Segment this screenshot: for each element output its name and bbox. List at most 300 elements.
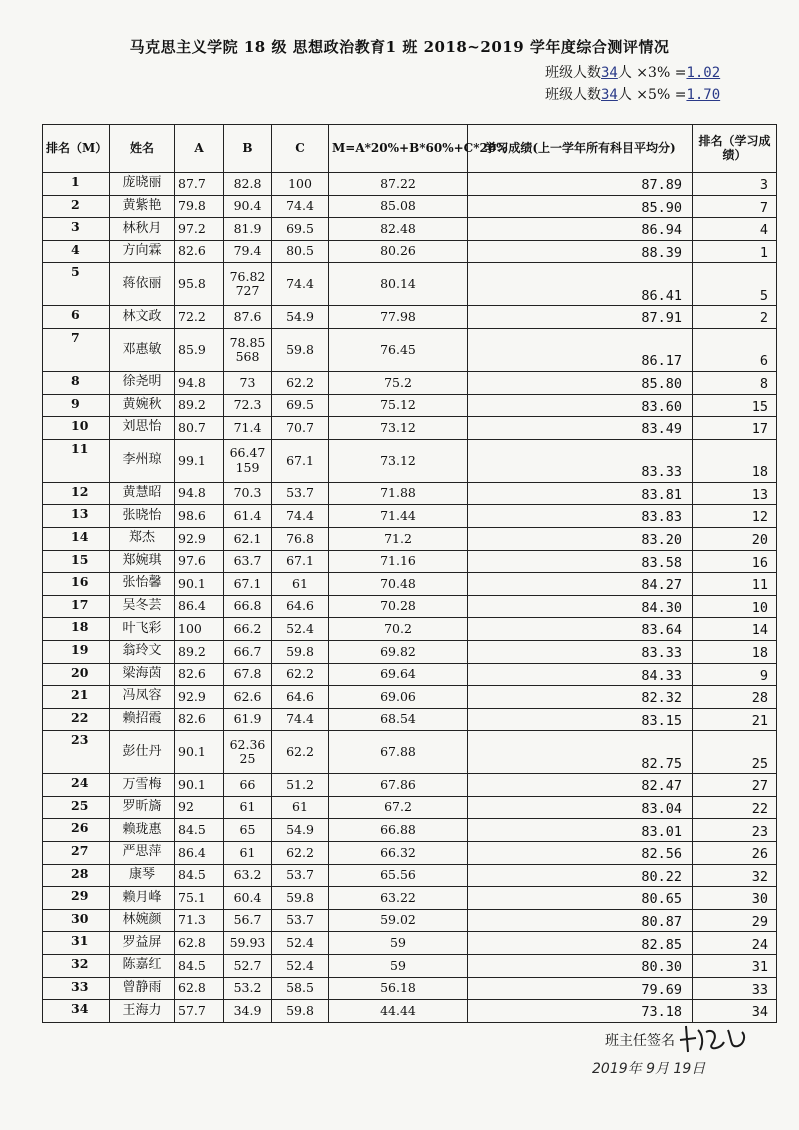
score-a-cell: 84.5 [175, 955, 224, 978]
score-a-cell: 89.2 [175, 394, 224, 417]
score-a-cell: 86.4 [175, 842, 224, 865]
score-c-cell: 62.2 [272, 371, 329, 394]
grade-rank-cell: 16 [693, 550, 777, 573]
score-b-cell: 76.82 727 [224, 263, 272, 306]
grade-rank-cell: 18 [693, 439, 777, 482]
handwritten-signature [672, 1020, 752, 1056]
score-b-cell: 72.3 [224, 394, 272, 417]
score-m-cell: 80.14 [329, 263, 468, 306]
rank-cell: 14 [43, 527, 110, 550]
grade-cell: 83.33 [468, 439, 693, 482]
name-cell: 罗益屏 [110, 932, 175, 955]
score-a-cell: 99.1 [175, 439, 224, 482]
score-b-cell: 63.7 [224, 550, 272, 573]
count-prefix: 班级人数 [545, 87, 601, 103]
rank-cell: 3 [43, 218, 110, 241]
name-cell: 罗昕旖 [110, 796, 175, 819]
score-b-cell: 66.8 [224, 595, 272, 618]
name-cell: 黄慧昭 [110, 482, 175, 505]
score-c-cell: 74.4 [272, 195, 329, 218]
grade-cell: 83.49 [468, 417, 693, 440]
score-m-cell: 44.44 [329, 1000, 468, 1023]
score-c-cell: 53.7 [272, 909, 329, 932]
score-c-cell: 70.7 [272, 417, 329, 440]
score-b-cell: 90.4 [224, 195, 272, 218]
grade-cell: 83.81 [468, 482, 693, 505]
score-b-cell: 79.4 [224, 240, 272, 263]
table-row [43, 371, 777, 394]
count-prefix: 班级人数 [545, 65, 601, 81]
score-a-cell: 87.7 [175, 173, 224, 196]
name-cell: 翁玲文 [110, 640, 175, 663]
score-a-cell: 57.7 [175, 1000, 224, 1023]
table-row [43, 394, 777, 417]
name-cell: 梁海茵 [110, 663, 175, 686]
score-m-cell: 71.88 [329, 482, 468, 505]
rank-cell: 4 [43, 240, 110, 263]
score-c-cell: 62.2 [272, 731, 329, 774]
score-a-cell: 86.4 [175, 595, 224, 618]
score-m-cell: 73.12 [329, 417, 468, 440]
table-row [43, 887, 777, 910]
score-b-cell: 62.6 [224, 686, 272, 709]
score-m-cell: 66.88 [329, 819, 468, 842]
score-c-cell: 52.4 [272, 955, 329, 978]
score-c-cell: 53.7 [272, 864, 329, 887]
rank-cell: 8 [43, 371, 110, 394]
rank-cell: 19 [43, 640, 110, 663]
score-a-cell: 79.8 [175, 195, 224, 218]
table-row [43, 173, 777, 196]
score-b-cell: 78.85 568 [224, 328, 272, 371]
table-header-row [43, 125, 777, 173]
header-a: A [175, 125, 224, 173]
rank-cell: 25 [43, 796, 110, 819]
grade-rank-cell: 9 [693, 663, 777, 686]
table-row [43, 595, 777, 618]
table-row [43, 909, 777, 932]
score-a-cell: 100 [175, 618, 224, 641]
table-row [43, 864, 777, 887]
score-c-cell: 74.4 [272, 505, 329, 528]
rank-cell: 32 [43, 955, 110, 978]
name-cell: 林文政 [110, 306, 175, 329]
score-m-cell: 59.02 [329, 909, 468, 932]
table-row [43, 328, 777, 371]
table-row [43, 573, 777, 596]
grade-rank-cell: 2 [693, 306, 777, 329]
grade-cell: 83.58 [468, 550, 693, 573]
table-row [43, 796, 777, 819]
grade-cell: 82.47 [468, 774, 693, 797]
score-c-cell: 62.2 [272, 842, 329, 865]
score-a-cell: 82.6 [175, 240, 224, 263]
name-cell: 李州琼 [110, 439, 175, 482]
name-cell: 赖珑惠 [110, 819, 175, 842]
rank-cell: 27 [43, 842, 110, 865]
rank-cell: 22 [43, 708, 110, 731]
name-cell: 彭仕丹 [110, 731, 175, 774]
score-a-cell: 72.2 [175, 306, 224, 329]
grade-cell: 83.60 [468, 394, 693, 417]
table-body [43, 173, 777, 1023]
name-cell: 万雪梅 [110, 774, 175, 797]
count-result: 1.70 [686, 87, 721, 103]
score-c-cell: 62.2 [272, 663, 329, 686]
score-m-cell: 67.2 [329, 796, 468, 819]
table-row [43, 663, 777, 686]
score-a-cell: 75.1 [175, 887, 224, 910]
grade-rank-cell: 8 [693, 371, 777, 394]
grade-cell: 73.18 [468, 1000, 693, 1023]
grade-cell: 83.15 [468, 708, 693, 731]
score-c-cell: 80.5 [272, 240, 329, 263]
grade-cell: 80.30 [468, 955, 693, 978]
score-c-cell: 100 [272, 173, 329, 196]
score-a-cell: 71.3 [175, 909, 224, 932]
rank-cell: 16 [43, 573, 110, 596]
score-c-cell: 61 [272, 573, 329, 596]
grade-cell: 79.69 [468, 977, 693, 1000]
rank-cell: 24 [43, 774, 110, 797]
score-a-cell: 82.6 [175, 708, 224, 731]
table-row [43, 618, 777, 641]
score-c-cell: 74.4 [272, 263, 329, 306]
name-cell: 刘思怡 [110, 417, 175, 440]
table-row [43, 240, 777, 263]
rank-cell: 23 [43, 731, 110, 774]
grade-cell: 80.87 [468, 909, 693, 932]
score-b-cell: 61.4 [224, 505, 272, 528]
score-b-cell: 60.4 [224, 887, 272, 910]
rank-cell: 9 [43, 394, 110, 417]
name-cell: 庞晓丽 [110, 173, 175, 196]
score-b-cell: 65 [224, 819, 272, 842]
score-m-cell: 82.48 [329, 218, 468, 241]
score-a-cell: 92.9 [175, 527, 224, 550]
score-a-cell: 97.2 [175, 218, 224, 241]
table-row [43, 819, 777, 842]
grade-cell: 84.30 [468, 595, 693, 618]
table-row [43, 550, 777, 573]
grade-rank-cell: 29 [693, 909, 777, 932]
rank-cell: 15 [43, 550, 110, 573]
score-m-cell: 76.45 [329, 328, 468, 371]
name-cell: 林婉颜 [110, 909, 175, 932]
score-b-cell: 56.7 [224, 909, 272, 932]
grade-cell: 84.33 [468, 663, 693, 686]
score-m-cell: 71.16 [329, 550, 468, 573]
score-m-cell: 63.22 [329, 887, 468, 910]
score-c-cell: 59.8 [272, 1000, 329, 1023]
score-b-cell: 61.9 [224, 708, 272, 731]
score-a-cell: 90.1 [175, 573, 224, 596]
score-c-cell: 53.7 [272, 482, 329, 505]
score-m-cell: 70.2 [329, 618, 468, 641]
score-c-cell: 74.4 [272, 708, 329, 731]
table-row [43, 1000, 777, 1023]
score-a-cell: 90.1 [175, 774, 224, 797]
score-c-cell: 67.1 [272, 439, 329, 482]
score-b-cell: 66 [224, 774, 272, 797]
score-c-cell: 64.6 [272, 595, 329, 618]
grade-cell: 87.91 [468, 306, 693, 329]
name-cell: 郑婉琪 [110, 550, 175, 573]
grade-cell: 82.85 [468, 932, 693, 955]
grade-rank-cell: 21 [693, 708, 777, 731]
score-m-cell: 66.32 [329, 842, 468, 865]
name-cell: 张晓怡 [110, 505, 175, 528]
rank-cell: 33 [43, 977, 110, 1000]
grade-rank-cell: 32 [693, 864, 777, 887]
score-b-cell: 87.6 [224, 306, 272, 329]
grade-rank-cell: 24 [693, 932, 777, 955]
name-cell: 黄紫艳 [110, 195, 175, 218]
grade-cell: 85.80 [468, 371, 693, 394]
table-row [43, 482, 777, 505]
rank-cell: 11 [43, 439, 110, 482]
score-b-cell: 67.1 [224, 573, 272, 596]
grade-rank-cell: 30 [693, 887, 777, 910]
score-m-cell: 59 [329, 932, 468, 955]
grade-cell: 87.89 [468, 173, 693, 196]
score-b-cell: 62.36 25 [224, 731, 272, 774]
rank-cell: 28 [43, 864, 110, 887]
table-row [43, 439, 777, 482]
grade-rank-cell: 5 [693, 263, 777, 306]
rank-cell: 5 [43, 263, 110, 306]
rank-cell: 2 [43, 195, 110, 218]
score-m-cell: 77.98 [329, 306, 468, 329]
table-row [43, 955, 777, 978]
score-b-cell: 70.3 [224, 482, 272, 505]
rank-cell: 17 [43, 595, 110, 618]
grade-rank-cell: 1 [693, 240, 777, 263]
rank-cell: 31 [43, 932, 110, 955]
score-m-cell: 67.88 [329, 731, 468, 774]
rank-cell: 10 [43, 417, 110, 440]
score-c-cell: 54.9 [272, 306, 329, 329]
score-b-cell: 62.1 [224, 527, 272, 550]
count-suffix: 人 ×3% = [617, 65, 687, 81]
grade-rank-cell: 11 [693, 573, 777, 596]
grade-rank-cell: 12 [693, 505, 777, 528]
score-c-cell: 58.5 [272, 977, 329, 1000]
name-cell: 冯凤容 [110, 686, 175, 709]
grade-cell: 82.56 [468, 842, 693, 865]
score-a-cell: 82.6 [175, 663, 224, 686]
score-m-cell: 70.48 [329, 573, 468, 596]
score-a-cell: 84.5 [175, 819, 224, 842]
grade-rank-cell: 22 [693, 796, 777, 819]
grade-rank-cell: 20 [693, 527, 777, 550]
score-a-cell: 62.8 [175, 977, 224, 1000]
grade-cell: 80.65 [468, 887, 693, 910]
score-c-cell: 76.8 [272, 527, 329, 550]
score-m-cell: 56.18 [329, 977, 468, 1000]
score-m-cell: 65.56 [329, 864, 468, 887]
grade-rank-cell: 25 [693, 731, 777, 774]
count-value: 34 [601, 65, 618, 81]
score-b-cell: 73 [224, 371, 272, 394]
rank-cell: 30 [43, 909, 110, 932]
grade-cell: 83.83 [468, 505, 693, 528]
table-row [43, 842, 777, 865]
score-b-cell: 66.47 159 [224, 439, 272, 482]
score-b-cell: 61 [224, 796, 272, 819]
table-row [43, 708, 777, 731]
name-cell: 方向霖 [110, 240, 175, 263]
score-a-cell: 90.1 [175, 731, 224, 774]
score-b-cell: 61 [224, 842, 272, 865]
class-count-line-5pct [545, 84, 720, 104]
rank-cell: 13 [43, 505, 110, 528]
grade-rank-cell: 33 [693, 977, 777, 1000]
count-suffix: 人 ×5% = [617, 87, 687, 103]
evaluation-table [42, 124, 777, 1023]
score-b-cell: 52.7 [224, 955, 272, 978]
grade-rank-cell: 3 [693, 173, 777, 196]
grade-cell: 82.75 [468, 731, 693, 774]
score-a-cell: 92.9 [175, 686, 224, 709]
table-row [43, 731, 777, 774]
name-cell: 严思萍 [110, 842, 175, 865]
name-cell: 黄婉秋 [110, 394, 175, 417]
name-cell: 陈嘉红 [110, 955, 175, 978]
score-c-cell: 59.8 [272, 640, 329, 663]
grade-cell: 86.17 [468, 328, 693, 371]
table-row [43, 306, 777, 329]
score-a-cell: 92 [175, 796, 224, 819]
grade-cell: 84.27 [468, 573, 693, 596]
score-m-cell: 87.22 [329, 173, 468, 196]
header-rank: 排名（M） [43, 125, 110, 173]
name-cell: 赖招霞 [110, 708, 175, 731]
grade-rank-cell: 10 [693, 595, 777, 618]
rank-cell: 34 [43, 1000, 110, 1023]
score-m-cell: 75.12 [329, 394, 468, 417]
table-row [43, 527, 777, 550]
score-a-cell: 84.5 [175, 864, 224, 887]
grade-rank-cell: 27 [693, 774, 777, 797]
grade-cell: 83.33 [468, 640, 693, 663]
score-c-cell: 52.4 [272, 618, 329, 641]
score-a-cell: 95.8 [175, 263, 224, 306]
rank-cell: 1 [43, 173, 110, 196]
name-cell: 郑杰 [110, 527, 175, 550]
rank-cell: 12 [43, 482, 110, 505]
score-m-cell: 67.86 [329, 774, 468, 797]
score-m-cell: 71.2 [329, 527, 468, 550]
score-a-cell: 85.9 [175, 328, 224, 371]
score-c-cell: 52.4 [272, 932, 329, 955]
name-cell: 邓惠敏 [110, 328, 175, 371]
score-m-cell: 75.2 [329, 371, 468, 394]
score-c-cell: 69.5 [272, 218, 329, 241]
score-a-cell: 98.6 [175, 505, 224, 528]
score-a-cell: 94.8 [175, 482, 224, 505]
header-b: B [224, 125, 272, 173]
grade-cell: 88.39 [468, 240, 693, 263]
table-row [43, 195, 777, 218]
score-b-cell: 67.8 [224, 663, 272, 686]
rank-cell: 26 [43, 819, 110, 842]
grade-cell: 82.32 [468, 686, 693, 709]
score-m-cell: 69.64 [329, 663, 468, 686]
score-b-cell: 66.2 [224, 618, 272, 641]
name-cell: 吴冬芸 [110, 595, 175, 618]
grade-rank-cell: 26 [693, 842, 777, 865]
grade-rank-cell: 34 [693, 1000, 777, 1023]
grade-cell: 80.22 [468, 864, 693, 887]
name-cell: 叶飞彩 [110, 618, 175, 641]
name-cell: 蒋依丽 [110, 263, 175, 306]
grade-cell: 86.94 [468, 218, 693, 241]
grade-rank-cell: 23 [693, 819, 777, 842]
rank-cell: 7 [43, 328, 110, 371]
table-row [43, 640, 777, 663]
name-cell: 曾静雨 [110, 977, 175, 1000]
header-grade: 学习成绩(上一学年所有科目平均分) [468, 125, 693, 173]
rank-cell: 21 [43, 686, 110, 709]
signature-date: 2019年 9月 19日 [592, 1061, 706, 1077]
score-m-cell: 69.82 [329, 640, 468, 663]
score-m-cell: 73.12 [329, 439, 468, 482]
grade-rank-cell: 31 [693, 955, 777, 978]
table-row [43, 218, 777, 241]
score-a-cell: 94.8 [175, 371, 224, 394]
grade-cell: 83.20 [468, 527, 693, 550]
score-b-cell: 34.9 [224, 1000, 272, 1023]
header-grade-rank: 排名（学习成绩） [693, 125, 777, 173]
score-m-cell: 85.08 [329, 195, 468, 218]
name-cell: 徐尧明 [110, 371, 175, 394]
name-cell: 王海力 [110, 1000, 175, 1023]
name-cell: 张怡馨 [110, 573, 175, 596]
grade-rank-cell: 15 [693, 394, 777, 417]
score-c-cell: 59.8 [272, 328, 329, 371]
header-m-formula: M=A*20%+B*60%+C*20% [329, 125, 468, 173]
grade-cell: 83.64 [468, 618, 693, 641]
header-name: 姓名 [110, 125, 175, 173]
signature-label: 班主任签名 [605, 1033, 675, 1049]
table-row [43, 774, 777, 797]
grade-rank-cell: 6 [693, 328, 777, 371]
score-b-cell: 66.7 [224, 640, 272, 663]
grade-rank-cell: 14 [693, 618, 777, 641]
grade-cell: 83.01 [468, 819, 693, 842]
score-m-cell: 69.06 [329, 686, 468, 709]
score-c-cell: 59.8 [272, 887, 329, 910]
grade-rank-cell: 28 [693, 686, 777, 709]
score-m-cell: 59 [329, 955, 468, 978]
score-a-cell: 97.6 [175, 550, 224, 573]
table-row [43, 686, 777, 709]
score-c-cell: 64.6 [272, 686, 329, 709]
score-c-cell: 67.1 [272, 550, 329, 573]
grade-cell: 83.04 [468, 796, 693, 819]
grade-rank-cell: 17 [693, 417, 777, 440]
count-value: 34 [601, 87, 618, 103]
grade-rank-cell: 18 [693, 640, 777, 663]
grade-cell: 85.90 [468, 195, 693, 218]
score-c-cell: 54.9 [272, 819, 329, 842]
page-title: 马克思主义学院 18 级 思想政治教育1 班 2018~2019 学年度综合测评情况 [129, 38, 670, 56]
name-cell: 林秋月 [110, 218, 175, 241]
table-row [43, 417, 777, 440]
table-row [43, 932, 777, 955]
score-c-cell: 61 [272, 796, 329, 819]
